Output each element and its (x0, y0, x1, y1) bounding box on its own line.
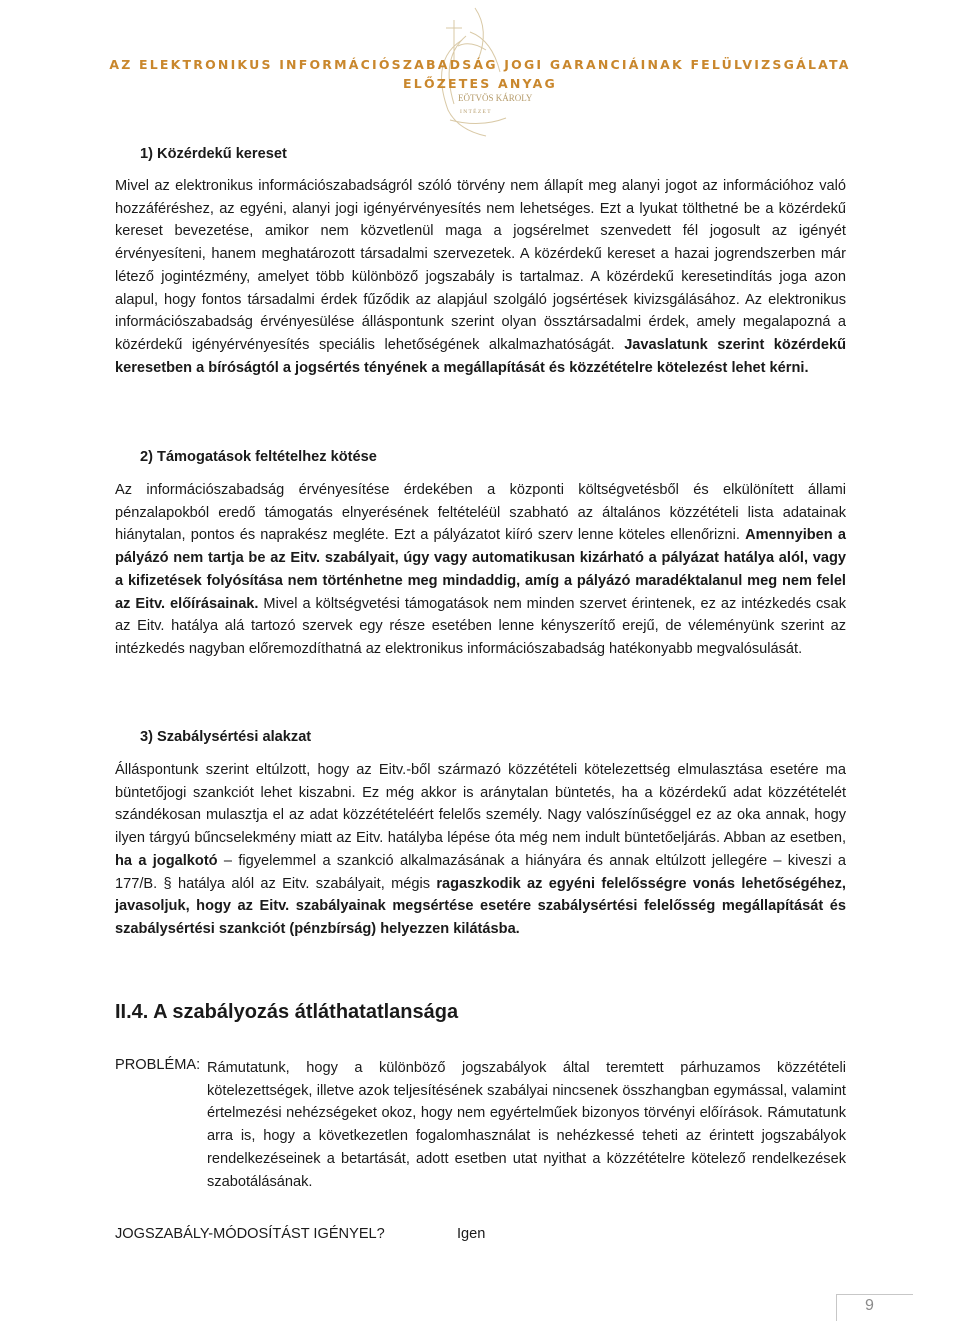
page-number-box (836, 1294, 913, 1321)
amendment-question-value: Igen (457, 1226, 486, 1242)
section-3-title: 3) Szabálysértési alakzat (140, 729, 312, 745)
header-subtitle: ELŐZETES ANYAG (403, 76, 557, 91)
section-3-text-mid: – figyelemmel a szankció alkalmazásának a hiányára és annak eltúlzott jellegére – kiveszi a 177/B. § hatálya alól az Eitv. szabályait, mégis (115, 852, 846, 892)
logo-subtext: I N T É Z E T (460, 109, 491, 115)
amendment-question-label: JOGSZABÁLY-MÓDOSÍTÁST IGÉNYEL? (115, 1226, 385, 1242)
header-title: AZ ELEKTRONIKUS INFORMÁCIÓSZABADSÁG JOGI GARANCIÁINAK FELÜLVIZSGÁLATA (109, 57, 851, 72)
section-1-bold-text: Javaslatunk szerint közérdekű keresetben a bíróságtól a jogsértés tényének a megállapítását és közzétételre kötelezést lehet kérni. (115, 336, 846, 376)
section-2-text: Az információszabadság érvényesítése érdekében a központi költségvetésből és elkülönített állami pénzalapokból eredő támogatás elnyerésének feltételéül szabható az általános közzétételi lista adatainak hiánytalan, pontos és naprakész megléte. Ezt a pályázatot kiíró szerv lenne köteles ellenőrizni. (115, 482, 846, 544)
section-1-text: Mivel az elektronikus információszabadságról szóló törvény nem állapít meg alanyi jogot az információhoz való hozzáféréshez, az egyéni, alanyi jogi igényérvényesítés nem lehetséges. Ezt a lyukat tölthetné be a közérdekű kereset bevezetése, amikor nem közvetlenül maga a jogsérelmet szenvedett fél jogosult az igényét érvényesíteni, hanem meghatározott társadalmi szervezetek. A közérdekű kereset a hazai jogrendszerben már létező jogintézmény, amelyet több különböző jogszabály is tartalmaz. A közérdekű keresetindítás joga azon alapul, hogy fontos társadalmi érdek fűződik az alapjául szolgáló jogsértések kivizsgálásához. Az elektronikus információszabadság érvényesülése álláspontunk szerint olyan össztársadalmi érdek, amely megalapozná a közérdekű igényérvényesítés speciális lehetőségének alkalmazhatóságát. (115, 178, 846, 353)
section-3-text: Álláspontunk szerint eltúlzott, hogy az Eitv.-ből származó közzétételi kötelezettség elmulasztása esetére ma büntetőjogi szankciót lehet kiszabni. Ez még akkor is aránytalan büntetés, ha a közérdekű adat közzétételét szándékosan mulasztja el az adat közzétételéért felelős személy. Nagy valószínűséggel ez az oka annak, hogy ilyen tárgyú bűncselekmény miatt az Eitv. hatályba lépése óta még nem indult büntetőeljárás. Abban az esetben, (115, 762, 846, 847)
section-3-body (115, 759, 846, 941)
problem-text: Rámutatunk, hogy a különböző jogszabályok által teremtett párhuzamos közzétételi kötelezettségek, illetve azok teljesítésének szabályai nincsenek összhangban egymással, valamint értelmezési nehézségeket okoz, hogy nem egyértelműek bizonyos törvényi előírások. Rámutatunk arra is, hogy a következetlen fogalomhasználat is nehézkessé teheti az érintett jogszabályok rendelkezéseinek a betartását, adott esetben utat nyithat a közzétételre kötelező rendelkezések szabotálásának. (207, 1060, 846, 1190)
page-number: 9 (865, 1297, 874, 1314)
logo-text: EÖTVÖS KÁROLY (458, 93, 533, 103)
section-1-title: 1) Közérdekű kereset (140, 146, 287, 162)
section-3-bold-text: ragaszkodik az egyéni felelősségre vonás lehetőségéhez, javasoljuk, hogy az Eitv. szabályainak megsértése esetére szabálysértési felelősség megállapítását és szabálysértési szankciót (pénzbírság) helyezzen kilátásba. (115, 875, 846, 937)
section-2-title: 2) Támogatások feltételhez kötése (140, 449, 377, 465)
section-2-bold-text: Amennyiben a pályázó nem tartja be az Eitv. szabályait, úgy vagy automatikusan kizárható a pályázat hatálya alól, vagy a kifizetések folyósítása nem történhetne meg mindaddig, amíg a pályázó maradéktalanul meg nem felel az Eitv. előírásainak. (115, 527, 846, 612)
section-1-body (115, 175, 846, 379)
section-heading-ii4: II.4. A szabályozás átláthatatlansága (115, 1001, 459, 1023)
section-3-bold-phrase: ha a jogalkotó (115, 852, 218, 869)
problem-label: PROBLÉMA: (115, 1057, 201, 1073)
section-2-text-end: Mivel a költségvetési támogatások nem minden szervet érintenek, ez az intézkedés csak az Eitv. hatálya alá tartozó szervek egy része esetében lenne kényszerítő erejű, de véleményünk szerint az intézkedés nagyban előremozdíthatná az elektronikus információszabadság hatékonyabb megvalósulását. (115, 595, 846, 657)
section-2-body (115, 479, 846, 661)
